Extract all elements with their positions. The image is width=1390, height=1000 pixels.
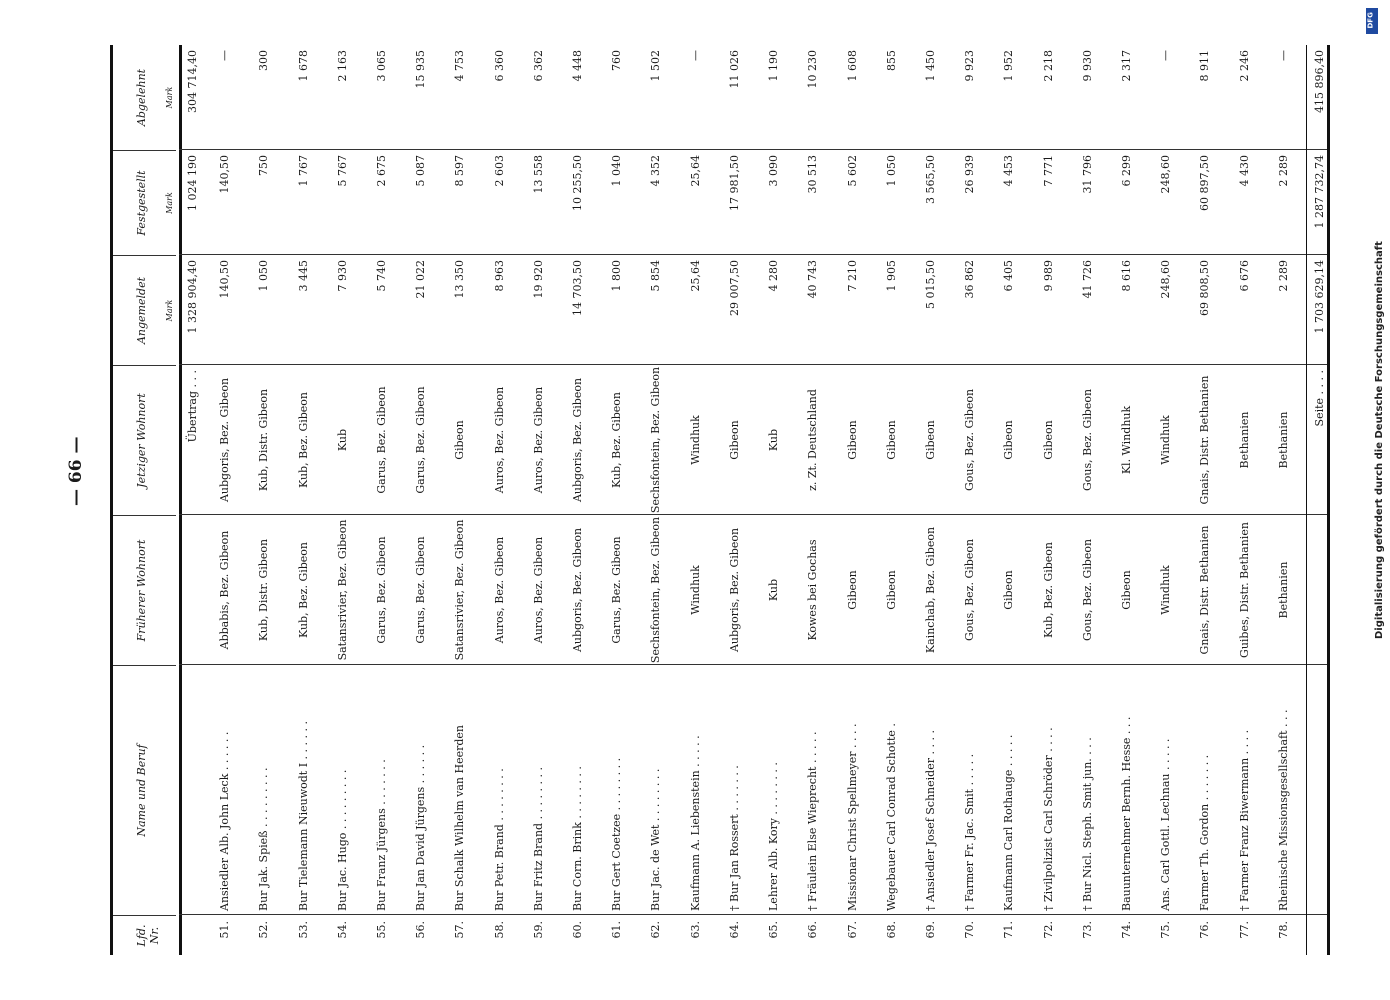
cell-name: Ans. Carl Gottl. Lechnau . . . . . xyxy=(1159,738,1173,911)
cell-festgestellt: 3 090 xyxy=(767,155,781,187)
cell-angemeldet: 21 022 xyxy=(414,260,428,299)
cell-abgelehnt: 9 923 xyxy=(963,50,977,82)
cell-abgelehnt: 4 753 xyxy=(453,50,467,82)
cell-name: Bur Petr. Brand . . . . . . . . xyxy=(492,768,506,911)
cell-festgestellt: 4 430 xyxy=(1237,155,1251,187)
cell-angemeldet: 1 800 xyxy=(610,260,624,292)
table-row xyxy=(401,45,440,955)
cell-frueher: Garus, Bez. Gibeon xyxy=(374,536,388,644)
cell-name: † Ansiedler Josef Schneider . . . . xyxy=(923,730,937,911)
table-row xyxy=(1029,45,1068,955)
cell-frueher: Garus, Bez. Gibeon xyxy=(414,536,428,644)
table-row xyxy=(715,45,754,955)
cell-name: Kaufmann A. Liebenstein . . . . . xyxy=(688,735,702,911)
cell-angemeldet: 1 905 xyxy=(884,260,898,292)
cell-name: † Bur Nicl. Steph. Smit jun. . . . xyxy=(1080,737,1094,911)
cell-name: † Zivilpolizist Carl Schröder . . . . xyxy=(1041,727,1055,911)
cell-festgestellt: 5 087 xyxy=(414,155,428,187)
cell-frueher: Kub, Bez. Gibeon xyxy=(1041,541,1055,639)
cell-festgestellt: 140,50 xyxy=(218,155,232,194)
header-name: Name und Beruf xyxy=(113,665,176,915)
cell-angemeldet: 8 616 xyxy=(1120,260,1134,292)
cell-nr: 56. xyxy=(414,921,428,939)
cell-abgelehnt: 8 911 xyxy=(1198,50,1212,82)
cell-nr: 71. xyxy=(1002,921,1016,939)
cell-nr: 61. xyxy=(610,921,624,939)
cell-abgelehnt: 15 935 xyxy=(414,50,428,89)
cell-nr: 58. xyxy=(492,921,506,939)
cell-frueher: Satansrivier, Bez. Gibeon xyxy=(335,519,349,661)
cell-frueher: Auros, Bez. Gibeon xyxy=(531,536,545,644)
cell-abgelehnt: 1 608 xyxy=(845,50,859,82)
cell-frueher: Auros, Bez. Gibeon xyxy=(492,536,506,644)
total-row xyxy=(1306,45,1331,955)
cell-abgelehnt: — xyxy=(688,50,702,61)
carry-festgestellt: 1 024 190 xyxy=(185,155,199,211)
table-row xyxy=(636,45,675,955)
unit-label: Mark xyxy=(165,299,174,322)
cell-jetzt: Gibeon xyxy=(453,420,467,460)
cell-name: † Farmer Fr. Jac. Smit . . . . . xyxy=(963,753,977,911)
cell-nr: 65. xyxy=(767,921,781,939)
cell-frueher: Satansrivier, Bez. Gibeon xyxy=(453,519,467,661)
cell-festgestellt: 1 050 xyxy=(884,155,898,187)
cell-abgelehnt: 6 362 xyxy=(531,50,545,82)
cell-angemeldet: 14 703,50 xyxy=(571,260,585,316)
cell-abgelehnt: 2 246 xyxy=(1237,50,1251,82)
cell-frueher: Gibeon xyxy=(845,570,859,610)
cell-nr: 66. xyxy=(806,921,820,939)
cell-festgestellt: 4 453 xyxy=(1002,155,1016,187)
cell-jetzt: Kl. Windhuk xyxy=(1120,405,1134,475)
cell-jetzt: Gibeon xyxy=(1041,420,1055,460)
cell-frueher: Gibeon xyxy=(1002,570,1016,610)
table-row xyxy=(832,45,871,955)
table-row xyxy=(558,45,597,955)
cell-jetzt: Gibeon xyxy=(884,420,898,460)
cell-frueher: Gibeon xyxy=(1120,570,1134,610)
cell-frueher: Kub xyxy=(767,578,781,602)
cell-abgelehnt: 1 450 xyxy=(923,50,937,82)
cell-angemeldet: 248,60 xyxy=(1159,260,1173,299)
cell-name: Bur Jac. Hugo . . . . . . . . . xyxy=(335,769,349,911)
cell-abgelehnt: 1 502 xyxy=(649,50,663,82)
header-festgestellt: Festgestellt Mark xyxy=(113,150,176,255)
total-festgestellt: 1 287 732,74 xyxy=(1312,155,1326,229)
cell-abgelehnt: 760 xyxy=(610,50,624,71)
cell-nr: 75. xyxy=(1159,921,1173,939)
cell-nr: 74. xyxy=(1120,921,1134,939)
cell-name: Bur Corn. Brink . . . . . . . . xyxy=(571,766,585,911)
table-row xyxy=(1068,45,1107,955)
cell-festgestellt: 17 981,50 xyxy=(727,155,741,211)
cell-angemeldet: 69 808,50 xyxy=(1198,260,1212,316)
cell-angemeldet: 5 854 xyxy=(649,260,663,292)
cell-jetzt: Gnais, Distr. Bethanien xyxy=(1198,375,1212,505)
table-row xyxy=(911,45,950,955)
table-row xyxy=(950,45,989,955)
cell-jetzt: Aubgoris, Bez. Gibeon xyxy=(571,377,585,503)
cell-festgestellt: 60 897,50 xyxy=(1198,155,1212,211)
cell-jetzt: Gous, Bez. Gibeon xyxy=(963,388,977,492)
cell-nr: 76. xyxy=(1198,921,1212,939)
cell-frueher: Windhuk xyxy=(688,565,702,615)
cell-frueher: Bethanien xyxy=(1276,561,1290,619)
cell-abgelehnt: — xyxy=(218,50,232,61)
cell-nr: 70. xyxy=(963,921,977,939)
table-row xyxy=(1264,45,1303,955)
cell-nr: 67. xyxy=(845,921,859,939)
cell-nr: 64. xyxy=(727,921,741,939)
cell-nr: 63. xyxy=(688,921,702,939)
cell-jetzt: Windhuk xyxy=(688,415,702,465)
unit-label: Mark xyxy=(165,86,174,109)
cell-name: Bur Franz Jürgens . . . . . . . xyxy=(374,759,388,911)
header-frueher: Früherer Wohnort xyxy=(113,515,176,665)
cell-jetzt: Kub xyxy=(767,428,781,452)
table-header xyxy=(113,45,182,955)
cell-angemeldet: 8 963 xyxy=(492,260,506,292)
cell-angemeldet: 25,64 xyxy=(688,260,702,292)
cell-angemeldet: 7 930 xyxy=(335,260,349,292)
cell-frueher: Kub, Bez. Gibeon xyxy=(296,541,310,639)
cell-jetzt: Kub xyxy=(335,428,349,452)
cell-abgelehnt: 300 xyxy=(257,50,271,71)
cell-festgestellt: 248,60 xyxy=(1159,155,1173,194)
table-row xyxy=(440,45,479,955)
cell-festgestellt: 2 603 xyxy=(492,155,506,187)
header-nr: Lfd. Nr. xyxy=(113,915,176,955)
dfg-footer-note: Digitalisierung gefördert durch die Deutsche Forschungsgemeinschaft xyxy=(1374,241,1385,639)
total-abgelehnt: 415 896,40 xyxy=(1312,50,1326,113)
cell-jetzt: Auros, Bez. Gibeon xyxy=(531,386,545,494)
cell-angemeldet: 3 445 xyxy=(296,260,310,292)
cell-jetzt: Sechsfontein, Bez. Gibeon xyxy=(649,366,663,514)
cell-abgelehnt: 2 218 xyxy=(1041,50,1055,82)
unit-label: Mark xyxy=(165,192,174,214)
cell-abgelehnt: 4 448 xyxy=(571,50,585,82)
table-row xyxy=(1185,45,1224,955)
cell-angemeldet: 4 280 xyxy=(767,260,781,292)
cell-name: Bur Jak. Spieß . . . . . . . . . xyxy=(257,767,271,911)
cell-jetzt: Gous, Bez. Gibeon xyxy=(1080,388,1094,492)
cell-festgestellt: 30 513 xyxy=(806,155,820,194)
cell-festgestellt: 13 558 xyxy=(531,155,545,194)
cell-festgestellt: 25,64 xyxy=(688,155,702,187)
cell-nr: 59. xyxy=(531,921,545,939)
cell-angemeldet: 19 920 xyxy=(531,260,545,299)
cell-angemeldet: 29 007,50 xyxy=(727,260,741,316)
cell-festgestellt: 8 597 xyxy=(453,155,467,187)
cell-abgelehnt: 855 xyxy=(884,50,898,71)
header-abgelehnt: Abgelehnt Mark xyxy=(113,45,176,150)
cell-frueher: Kub, Distr. Gibeon xyxy=(257,538,271,642)
cell-name: Wegebauer Carl Conrad Schotte . xyxy=(884,723,898,911)
cell-name: Bur Tielemann Nieuwodt I . . . . . . xyxy=(296,720,310,911)
cell-frueher: Gibeon xyxy=(884,570,898,610)
cell-frueher: Kowes bei Gochas xyxy=(806,539,820,641)
table-row xyxy=(872,45,911,955)
cell-name: Bauunternehmer Bernh. Hesse . . . xyxy=(1120,716,1134,911)
cell-jetzt: Kub, Bez. Gibeon xyxy=(296,391,310,489)
cell-festgestellt: 2 289 xyxy=(1276,155,1290,187)
cell-festgestellt: 4 352 xyxy=(649,155,663,187)
cell-nr: 55. xyxy=(374,921,388,939)
cell-nr: 62. xyxy=(649,921,663,939)
cell-frueher: Aubgoris, Bez. Gibeon xyxy=(727,527,741,653)
cell-name: Kaufmann Carl Rothauge . . . . . xyxy=(1002,734,1016,911)
header-jetzt: Jetziger Wohnort xyxy=(113,365,176,515)
table-row xyxy=(597,45,636,955)
cell-angemeldet: 5 740 xyxy=(374,260,388,292)
dfg-logo: DFG xyxy=(1366,8,1378,34)
cell-abgelehnt: 6 360 xyxy=(492,50,506,82)
cell-nr: 53. xyxy=(296,921,310,939)
cell-angemeldet: 1 050 xyxy=(257,260,271,292)
cell-frueher: Sechsfontein, Bez. Gibeon xyxy=(649,516,663,664)
total-angemeldet: 1 703 629,14 xyxy=(1312,260,1326,334)
cell-festgestellt: 5 767 xyxy=(335,155,349,187)
table-row xyxy=(283,45,322,955)
cell-abgelehnt: 1 678 xyxy=(296,50,310,82)
cell-nr: 60. xyxy=(571,921,585,939)
cell-jetzt: z. Zt. Deutschland xyxy=(806,389,820,491)
cell-festgestellt: 26 939 xyxy=(963,155,977,194)
cell-abgelehnt: 9 930 xyxy=(1080,50,1094,82)
cell-abgelehnt: 2 317 xyxy=(1120,50,1134,82)
table-row xyxy=(480,45,519,955)
cell-name: Lehrer Alb. Kory . . . . . . . . xyxy=(767,762,781,911)
cell-nr: 52. xyxy=(257,921,271,939)
cell-angemeldet: 7 210 xyxy=(845,260,859,292)
cell-angemeldet: 41 726 xyxy=(1080,260,1094,299)
cell-angemeldet: 6 405 xyxy=(1002,260,1016,292)
cell-name: Rheinische Missionsgesellschaft . . . xyxy=(1276,709,1290,911)
cell-frueher: Kainchab, Bez. Gibeon xyxy=(923,526,937,654)
cell-nr: 78. xyxy=(1276,921,1290,939)
cell-abgelehnt: 1 190 xyxy=(767,50,781,82)
cell-nr: 69. xyxy=(923,921,937,939)
cell-angemeldet: 36 862 xyxy=(963,260,977,299)
table-row xyxy=(1107,45,1146,955)
cell-abgelehnt: — xyxy=(1276,50,1290,61)
cell-jetzt: Garus, Bez. Gibeon xyxy=(414,386,428,494)
cell-festgestellt: 1 767 xyxy=(296,155,310,187)
cell-name: † Farmer Franz Biwermann . . . . xyxy=(1237,729,1251,911)
cell-name: Bur Gert Coetzee . . . . . . . . xyxy=(610,757,624,911)
cell-angemeldet: 13 350 xyxy=(453,260,467,299)
carry-label: Übertrag . . . xyxy=(185,370,199,443)
table-row xyxy=(754,45,793,955)
cell-nr: 73. xyxy=(1080,921,1094,939)
cell-festgestellt: 750 xyxy=(257,155,271,176)
cell-angemeldet: 9 989 xyxy=(1041,260,1055,292)
cell-frueher: Guibes, Distr. Bethanien xyxy=(1237,522,1251,658)
cell-festgestellt: 2 675 xyxy=(374,155,388,187)
cell-nr: 68. xyxy=(884,921,898,939)
cell-festgestellt: 7 771 xyxy=(1041,155,1055,187)
cell-angemeldet: 2 289 xyxy=(1276,260,1290,292)
cell-frueher: Gous, Bez. Gibeon xyxy=(1080,538,1094,642)
cell-name: Bur Schalk Wilhelm van Heerden xyxy=(453,725,467,911)
cell-angemeldet: 40 743 xyxy=(806,260,820,299)
cell-nr: 72. xyxy=(1041,921,1055,939)
cell-jetzt: Kub, Distr. Gibeon xyxy=(257,388,271,492)
cell-abgelehnt: 10 230 xyxy=(806,50,820,89)
cell-name: Farmer Th. Gordon . . . . . . . xyxy=(1198,754,1212,911)
cell-jetzt: Gibeon xyxy=(845,420,859,460)
cell-name: Bur Fritz Brand . . . . . . . . xyxy=(531,766,545,911)
cell-abgelehnt: 11 026 xyxy=(727,50,741,89)
cell-festgestellt: 6 299 xyxy=(1120,155,1134,187)
cell-abgelehnt: 3 065 xyxy=(374,50,388,82)
total-label: Seite . . . . xyxy=(1312,370,1326,427)
cell-nr: 57. xyxy=(453,921,467,939)
cell-jetzt: Bethanien xyxy=(1237,411,1251,469)
cell-nr: 54. xyxy=(335,921,349,939)
cell-festgestellt: 3 565,50 xyxy=(923,155,937,204)
cell-name: Ansiedler Alb. John Leck . . . . . . xyxy=(218,731,232,911)
table-row xyxy=(989,45,1028,955)
cell-angemeldet: 5 015,50 xyxy=(923,260,937,309)
table-rotation-frame xyxy=(110,45,1330,955)
table-row xyxy=(1146,45,1185,955)
table-row xyxy=(519,45,558,955)
table-row xyxy=(1225,45,1264,955)
cell-nr: 51. xyxy=(218,921,232,939)
carry-abgelehnt: 304 714,40 xyxy=(185,50,199,113)
table-row xyxy=(362,45,401,955)
header-angemeldet: Angemeldet Mark xyxy=(113,255,176,365)
table-row xyxy=(793,45,832,955)
cell-jetzt: Gibeon xyxy=(727,420,741,460)
carry-over-row xyxy=(181,45,203,955)
cell-jetzt: Bethanien xyxy=(1276,411,1290,469)
cell-jetzt: Windhuk xyxy=(1159,415,1173,465)
cell-festgestellt: 31 796 xyxy=(1080,155,1094,194)
cell-frueher: Abbabis, Bez. Gibeon xyxy=(218,530,232,650)
cell-frueher: Garus, Bez. Gibeon xyxy=(610,536,624,644)
cell-abgelehnt: 1 952 xyxy=(1002,50,1016,82)
cell-jetzt: Aubgoris, Bez. Gibeon xyxy=(218,377,232,503)
page-number: — 66 — xyxy=(66,436,86,506)
carry-angemeldet: 1 328 904,40 xyxy=(185,260,199,334)
cell-jetzt: Kub, Bez. Gibeon xyxy=(610,391,624,489)
claims-table xyxy=(110,45,1330,955)
cell-name: Bur Jan David Jürgens . . . . . . xyxy=(414,744,428,911)
cell-abgelehnt: — xyxy=(1159,50,1173,61)
cell-festgestellt: 1 040 xyxy=(610,155,624,187)
cell-jetzt: Gibeon xyxy=(923,420,937,460)
table-row xyxy=(323,45,362,955)
cell-name: Bur Jac. de Wet . . . . . . . . xyxy=(649,768,663,911)
cell-jetzt: Auros, Bez. Gibeon xyxy=(492,386,506,494)
cell-abgelehnt: 2 163 xyxy=(335,50,349,82)
cell-festgestellt: 5 602 xyxy=(845,155,859,187)
cell-frueher: Aubgoris, Bez. Gibeon xyxy=(571,527,585,653)
cell-festgestellt: 10 255,50 xyxy=(571,155,585,211)
table-row xyxy=(244,45,283,955)
cell-name: † Fräulein Else Wieprecht . . . . . xyxy=(806,731,820,911)
table-row xyxy=(205,45,244,955)
cell-jetzt: Gibeon xyxy=(1002,420,1016,460)
cell-frueher: Gous, Bez. Gibeon xyxy=(963,538,977,642)
cell-frueher: Gnais, Distr. Bethanien xyxy=(1198,525,1212,655)
cell-angemeldet: 140,50 xyxy=(218,260,232,299)
cell-name: Missionar Christ Spellmeyer . . . . xyxy=(845,723,859,911)
table-row xyxy=(676,45,715,955)
cell-nr: 77. xyxy=(1237,921,1251,939)
cell-name: † Bur Jan Rossert . . . . . . . xyxy=(727,765,741,911)
cell-jetzt: Garus, Bez. Gibeon xyxy=(374,386,388,494)
cell-angemeldet: 6 676 xyxy=(1237,260,1251,292)
cell-frueher: Windhuk xyxy=(1159,565,1173,615)
